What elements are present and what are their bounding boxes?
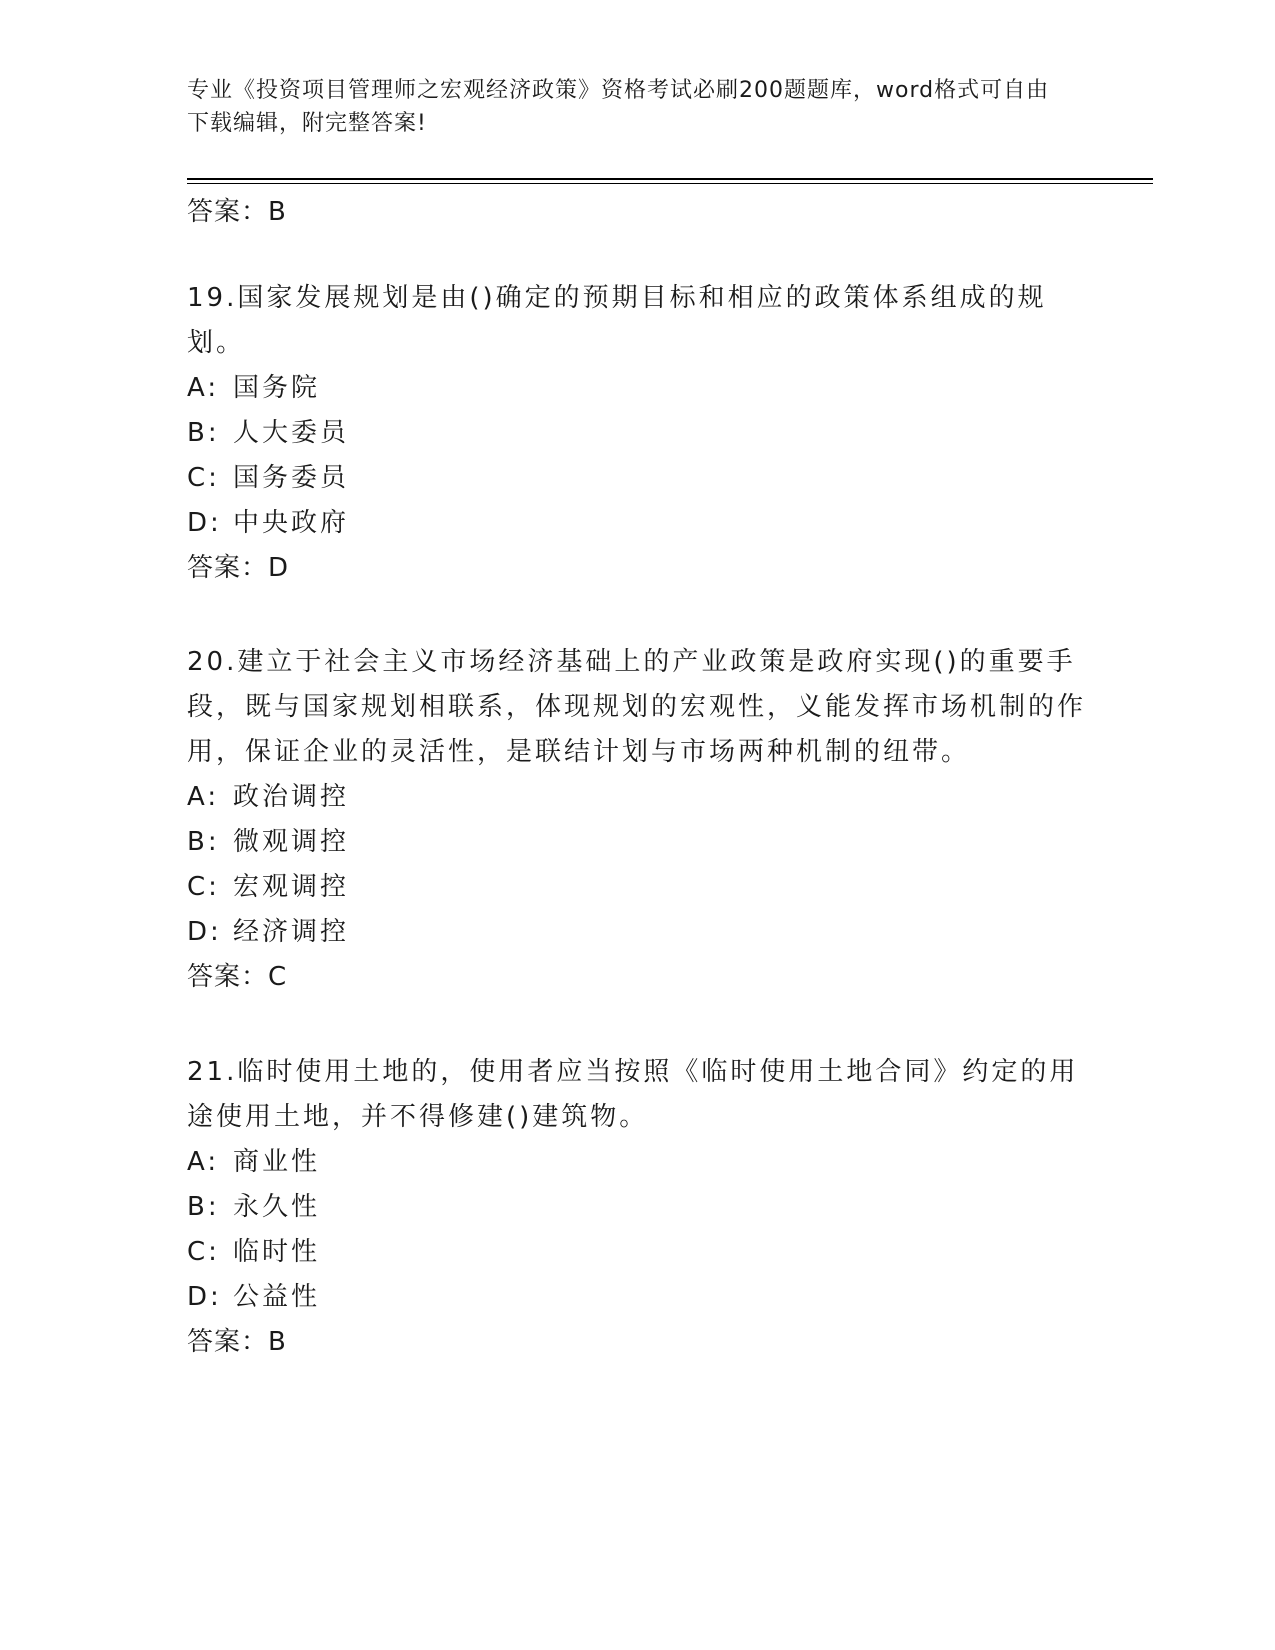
option-b: [187, 820, 1087, 865]
option-letter: C:: [187, 463, 220, 493]
option-text: 经济调控: [233, 917, 350, 947]
option-text: 国务委员: [233, 463, 350, 493]
option-d: [187, 501, 1087, 546]
option-text: 微观调控: [233, 827, 350, 857]
header-divider-thick: [187, 178, 1153, 180]
question-21: [187, 1050, 1087, 1365]
option-letter: D:: [187, 917, 222, 947]
option-c: [187, 865, 1087, 910]
option-text: 人大委员: [233, 418, 350, 448]
answer: 答案：B: [187, 1327, 287, 1357]
option-letter: B:: [187, 418, 220, 448]
question-19: [187, 276, 1087, 591]
answer: 答案：D: [187, 553, 290, 583]
answer: 答案：C: [187, 962, 288, 992]
option-text: 中央政府: [233, 508, 350, 538]
option-text: 临时性: [233, 1237, 321, 1267]
option-d: [187, 910, 1087, 955]
option-letter: C:: [187, 1237, 220, 1267]
question-text: 19.国家发展规划是由()确定的预期目标和相应的政策体系组成的规划。: [187, 283, 1047, 358]
question-text: 21.临时使用土地的，使用者应当按照《临时使用土地合同》约定的用途使用土地，并不得修建()建筑物。: [187, 1057, 1079, 1132]
option-letter: A:: [187, 373, 220, 403]
option-letter: D:: [187, 508, 222, 538]
option-text: 商业性: [233, 1147, 321, 1177]
option-b: [187, 411, 1087, 456]
option-text: 永久性: [233, 1192, 321, 1222]
option-text: 国务院: [233, 373, 321, 403]
option-c: [187, 456, 1087, 501]
option-a: [187, 1140, 1087, 1185]
option-c: [187, 1230, 1087, 1275]
option-letter: B:: [187, 827, 220, 857]
header-divider-thin: [187, 183, 1153, 184]
option-text: 公益性: [233, 1282, 321, 1312]
option-letter: D:: [187, 1282, 222, 1312]
option-letter: A:: [187, 782, 220, 812]
previous-answer: 答案：B: [187, 197, 287, 227]
question-text: 20.建立于社会主义市场经济基础上的产业政策是政府实现()的重要手段，既与国家规划相联系，体现规划的宏观性，义能发挥市场机制的作用，保证企业的灵活性，是联结计划与市场两种机制的纽带。: [187, 647, 1087, 767]
option-a: [187, 366, 1087, 411]
option-letter: C:: [187, 872, 220, 902]
option-text: 宏观调控: [233, 872, 350, 902]
option-letter: B:: [187, 1192, 220, 1222]
document-header: 专业《投资项目管理师之宏观经济政策》资格考试必刷200题题库，word格式可自由下载编辑，附完整答案!: [187, 78, 1050, 136]
option-b: [187, 1185, 1087, 1230]
option-a: [187, 775, 1087, 820]
option-text: 政治调控: [233, 782, 350, 812]
question-20: [187, 640, 1087, 1000]
option-letter: A:: [187, 1147, 220, 1177]
option-d: [187, 1275, 1087, 1320]
